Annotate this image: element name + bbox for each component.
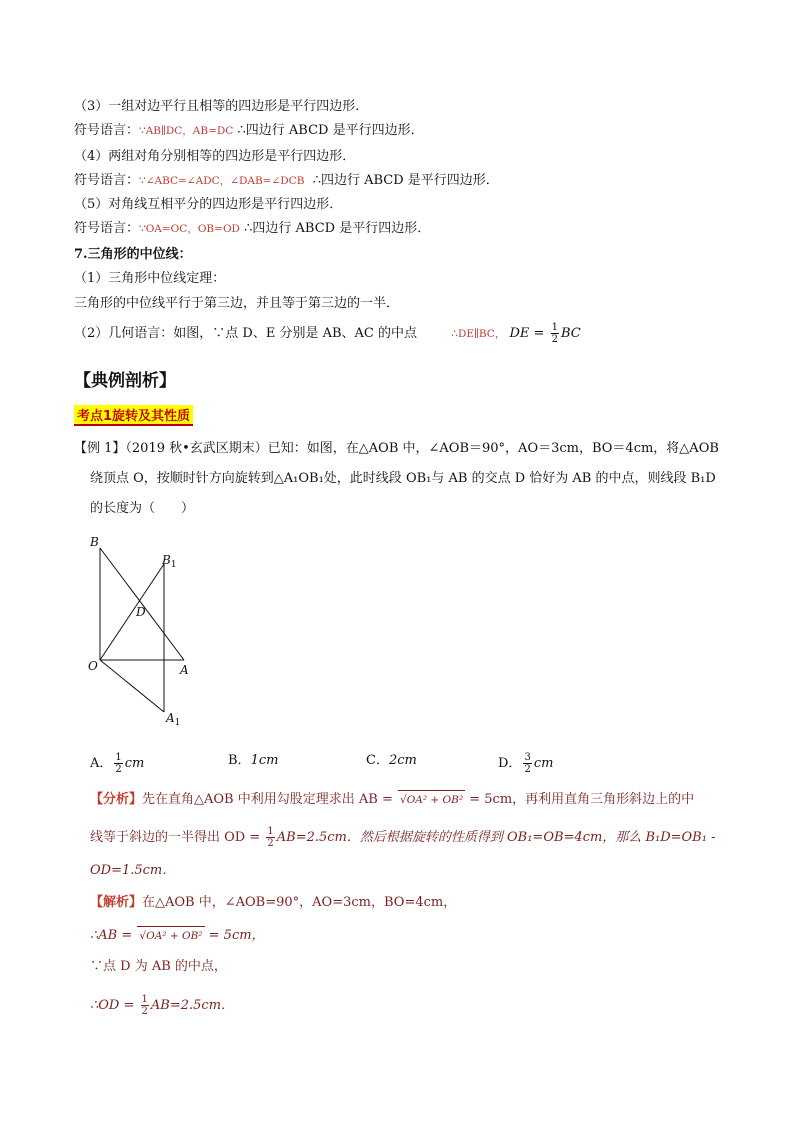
analysis-tag: 【分析】 bbox=[90, 792, 143, 807]
symbol-prefix: 符号语言： bbox=[74, 221, 140, 236]
geometry-figure bbox=[84, 532, 224, 732]
solution-line-2: ∴AB = √OA² + OB² = 5cm， bbox=[90, 928, 265, 943]
fraction-one-half: $\frac{1}{2}$ bbox=[551, 322, 558, 345]
property-5-title: （5）对角线互相平分的四边形是平行四边形． bbox=[74, 197, 343, 212]
property-5-symbolic bbox=[74, 220, 430, 238]
label-O: O bbox=[88, 659, 98, 673]
symbol-prefix: 符号语言： bbox=[74, 123, 140, 138]
formula-rhs: BC bbox=[560, 326, 581, 341]
label-D: D bbox=[136, 605, 146, 619]
kaodian-label: 考点1旋转及其性质 bbox=[74, 405, 193, 426]
sqrt-expression: √OA² + OB² bbox=[398, 790, 465, 809]
label-A: A bbox=[180, 663, 189, 677]
property-3-title: （3）一组对边平行且相等的四边形是平行四边形． bbox=[74, 99, 369, 114]
property-4-title: （4）两组对角分别相等的四边形是平行四边形． bbox=[74, 149, 356, 164]
option-d[interactable]: D． $\frac{3}{2}$ cm bbox=[498, 752, 554, 775]
segment-OA1 bbox=[100, 660, 164, 712]
solution-line-1: 【解析】在△AOB 中，∠AOB=90°，AO=3cm，BO=4cm， bbox=[90, 895, 457, 910]
section-header: 【典例剖析】 bbox=[74, 371, 176, 391]
property-3-symbolic bbox=[74, 122, 424, 140]
example-line-3: 的长度为（ ） bbox=[90, 501, 195, 516]
geometric-language: （2）几何语言：如图，∵点 D、E 分别是 AB、AC 的中点 bbox=[74, 326, 417, 341]
option-a[interactable]: A． $\frac{1}{2}$ cm bbox=[90, 752, 145, 775]
condition-text: ∵AB∥DC，AB=DC bbox=[139, 125, 234, 137]
label-A1: $A_1$ bbox=[166, 711, 181, 728]
analysis-line-1: 【分析】先在直角△AOB 中利用勾股定理求出 AB = √OA² + OB² = 5cm，再利用直角三角形斜边上的中 bbox=[90, 792, 695, 807]
solution-tag: 【解析】 bbox=[90, 895, 143, 910]
conclusion-text: ∴四边行 ABCD 是平行四边形． bbox=[244, 221, 431, 236]
condition-text: ∵∠ABC=∠ADC，∠DAB=∠DCB bbox=[139, 175, 305, 187]
conclusion-text: ∴四边行 ABCD 是平行四边形． bbox=[312, 173, 499, 188]
option-b[interactable]: B．1cm bbox=[228, 753, 279, 768]
solution-line-4: ∴OD = $\frac{1}{2}$ AB=2.5cm． bbox=[90, 994, 235, 1017]
parallel-conclusion: ∴DE∥BC， bbox=[451, 328, 506, 340]
section-7-2-text bbox=[74, 322, 581, 345]
symbol-prefix: 符号语言： bbox=[74, 173, 140, 188]
property-4-symbolic bbox=[74, 172, 499, 190]
analysis-line-2: 线等于斜边的一半得出 OD = $\frac{1}{2}$ AB=2.5cm．然后根据旋转的性质得到 OB₁=OB=4cm，那么 B₁D=OB₁ - bbox=[90, 826, 716, 849]
example-line-2: 绕顶点 O，按顺时针方向旋转到△A₁OB₁处，此时线段 OB₁与 AB 的交点 D 恰好为 AB 的中点，则线段 B₁D bbox=[90, 471, 716, 486]
analysis-line-3: OD=1.5cm． bbox=[90, 863, 176, 878]
label-B: B bbox=[90, 535, 99, 549]
conclusion-text: ∴四边行 ABCD 是平行四边形． bbox=[237, 123, 424, 138]
section-7-1-title: （1）三角形中位线定理： bbox=[74, 271, 226, 286]
condition-text: ∵OA=OC，OB=OD bbox=[139, 223, 240, 235]
formula-lhs: DE = bbox=[509, 326, 545, 341]
section-7-title: 7.三角形的中位线： bbox=[74, 247, 192, 262]
label-B1: $B_1$ bbox=[162, 553, 177, 570]
solution-line-3: ∵点 D 为 AB 的中点， bbox=[90, 959, 227, 974]
option-c[interactable]: C．2cm bbox=[366, 753, 417, 768]
sqrt-expression: √OA² + OB² bbox=[137, 926, 204, 945]
segment-OB1 bbox=[100, 564, 164, 660]
example-line-1: 【例 1】（2019 秋•玄武区期末）已知：如图，在△AOB 中，∠AOB＝90°，AO＝3cm，BO＝4cm，将△AOB bbox=[74, 441, 719, 456]
section-7-1-text: 三角形的中位线平行于第三边，并且等于第三边的一半． bbox=[74, 296, 400, 311]
